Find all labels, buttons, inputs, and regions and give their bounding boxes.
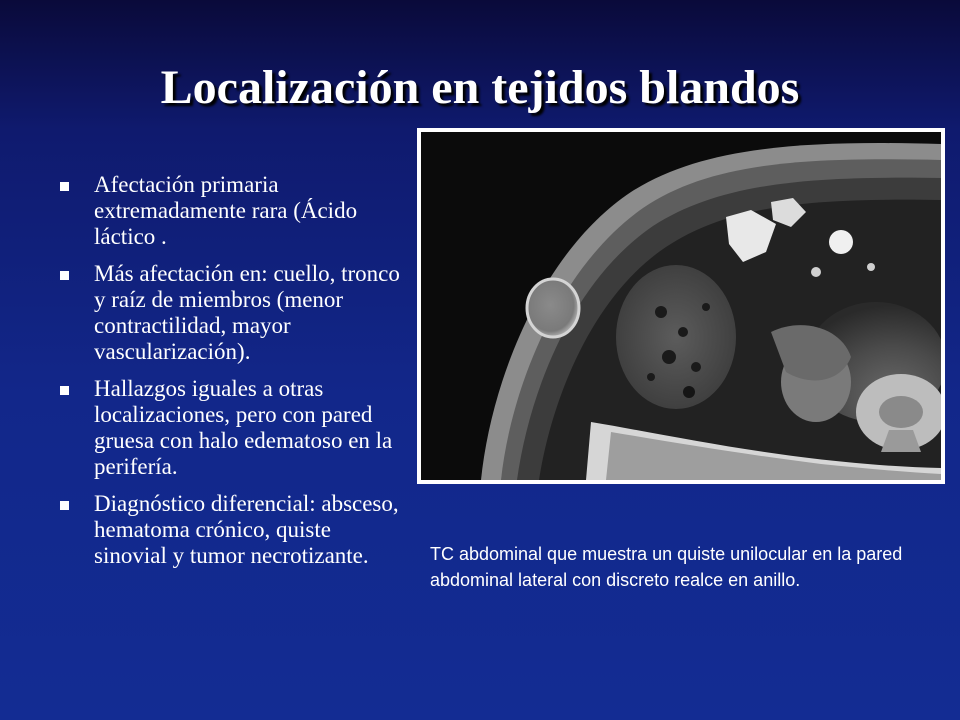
bullet-text: Hallazgos iguales a otras localizaciones, pero con pared gruesa con halo edematoso en la perifería. — [94, 376, 393, 479]
square-bullet-icon — [60, 271, 69, 280]
bullet-text: Diagnóstico diferencial: absceso, hematoma crónico, quiste sinovial y tumor necrotizante. — [94, 491, 399, 568]
bullet-text: Más afectación en: cuello, tronco y raíz de miembros (menor contractilidad, mayor vascularización). — [94, 261, 400, 364]
square-bullet-icon — [60, 182, 69, 191]
bullet-text: Afectación primaria extremadamente rara (Ácido láctico . — [94, 172, 358, 249]
bullet-item — [60, 172, 405, 250]
ct-scan-image — [421, 132, 941, 480]
ct-scan-frame — [417, 128, 945, 484]
square-bullet-icon — [60, 386, 69, 395]
slide-title: Localización en tejidos blandos — [160, 61, 800, 114]
image-caption: TC abdominal que muestra un quiste unilocular en la pared abdominal lateral con discreto realce en anillo. — [430, 544, 903, 590]
bullet-item — [60, 376, 405, 480]
bullet-item — [60, 491, 405, 569]
bullet-list — [60, 172, 405, 580]
bullet-item — [60, 261, 405, 365]
square-bullet-icon — [60, 501, 69, 510]
